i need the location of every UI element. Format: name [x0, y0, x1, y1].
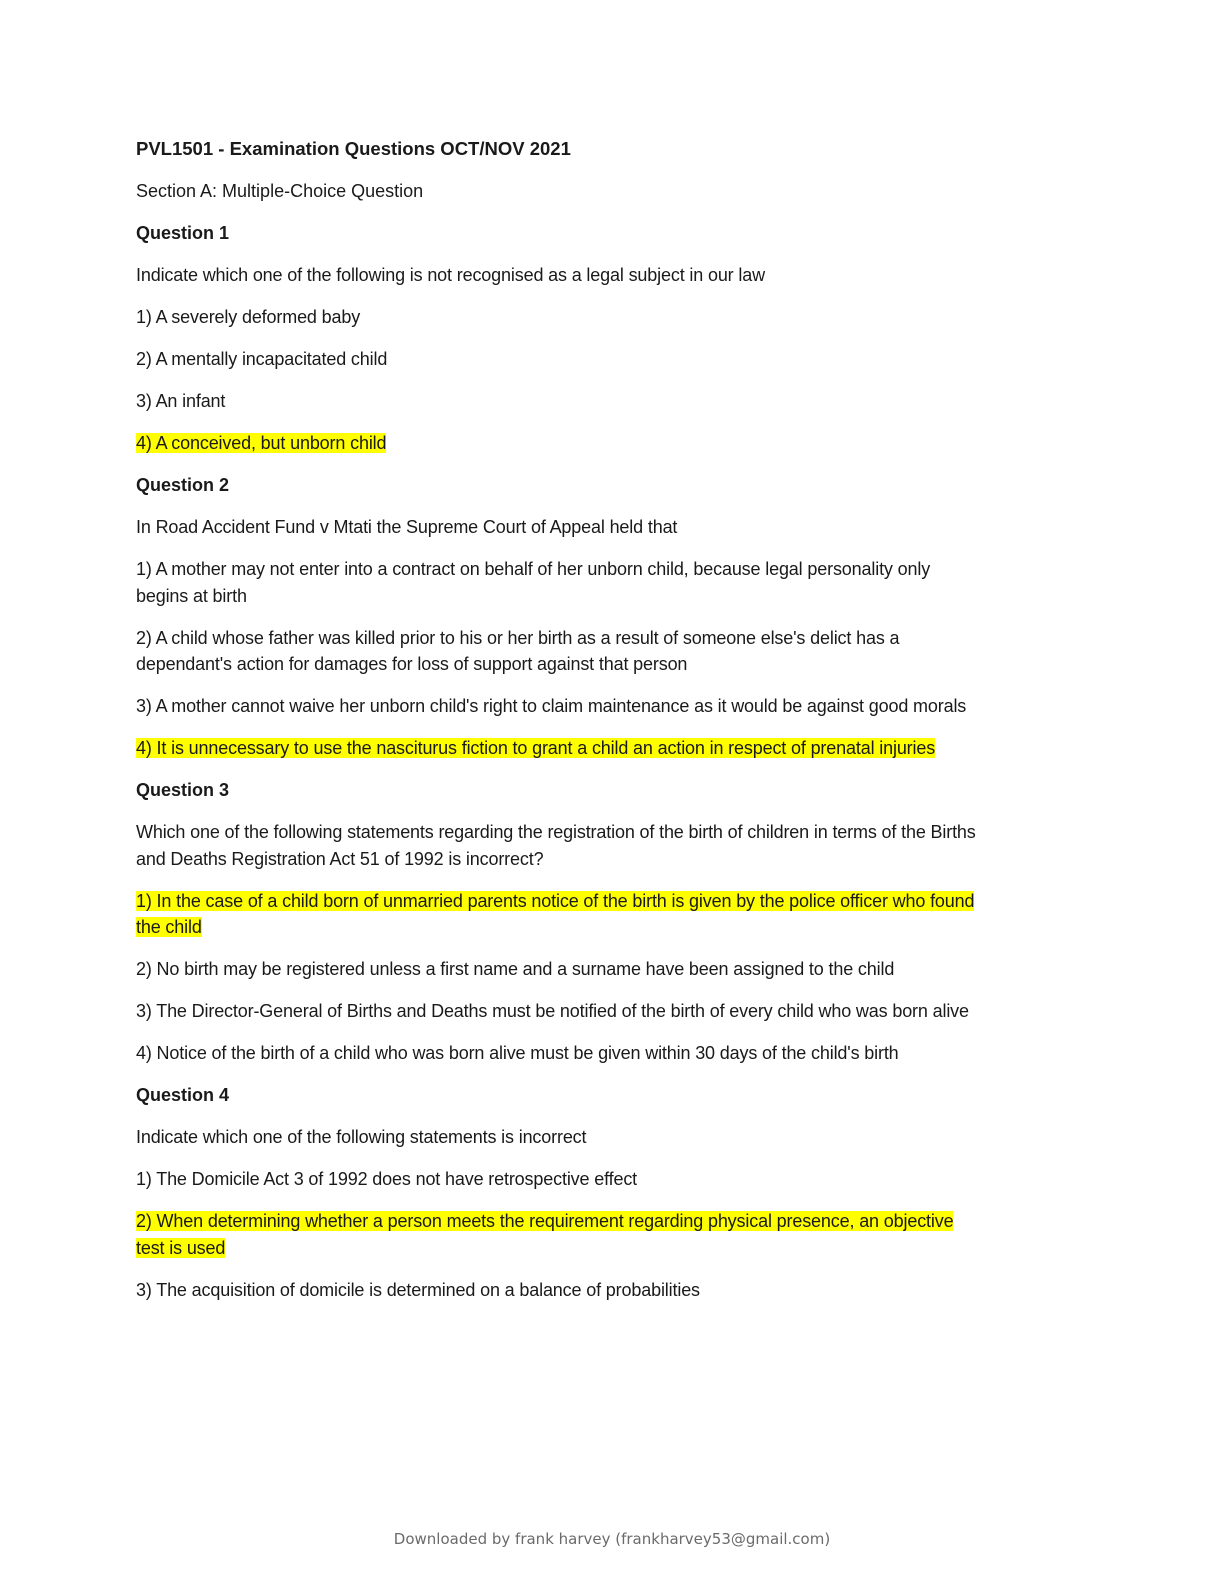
question-2-option-1: [136, 556, 976, 609]
question-2-prompt: In Road Accident Fund v Mtati the Supreme Court of Appeal held that: [136, 517, 678, 537]
question-2-option-3: [136, 693, 976, 720]
option-text: 3) A mother cannot waive her unborn child's right to claim maintenance as it would be against good morals: [136, 696, 967, 716]
highlighted-answer: 2) When determining whether a person meets the requirement regarding physical presence, an objective test is used: [136, 1211, 954, 1258]
question-3-option-1: [136, 888, 976, 941]
document-body: [136, 136, 976, 1319]
download-footer: Downloaded by frank harvey (frankharvey53@gmail.com): [393, 1530, 831, 1548]
option-text: 3) The Director-General of Births and Deaths must be notified of the birth of every child who was born alive: [136, 1001, 969, 1021]
highlighted-answer: 4) It is unnecessary to use the nasciturus fiction to grant a child an action in respect of prenatal injuries: [136, 738, 936, 758]
question-2-option-4: [136, 735, 976, 762]
question-1-option-3: [136, 388, 976, 415]
question-3-option-3: [136, 998, 976, 1025]
section-heading: Section A: Multiple-Choice Question: [136, 181, 424, 201]
question-4-option-2: [136, 1208, 976, 1261]
document-title: PVL1501 - Examination Questions OCT/NOV 2021: [136, 138, 571, 159]
question-2-heading: Question 2: [136, 475, 230, 495]
question-3-option-4: [136, 1040, 976, 1067]
option-text: 1) A mother may not enter into a contract on behalf of her unborn child, because legal personality only begins at birth: [136, 559, 931, 606]
question-1-heading: Question 1: [136, 223, 230, 243]
question-2-option-2: [136, 625, 976, 678]
question-1-option-1: [136, 304, 976, 331]
highlighted-answer: 4) A conceived, but unborn child: [136, 433, 387, 453]
option-text: 3) An infant: [136, 391, 226, 411]
question-3-option-2: [136, 956, 976, 983]
option-text: 1) The Domicile Act 3 of 1992 does not have retrospective effect: [136, 1169, 638, 1189]
question-1-prompt: Indicate which one of the following is not recognised as a legal subject in our law: [136, 265, 765, 285]
option-text: 2) A child whose father was killed prior to his or her birth as a result of someone else's delict has a dependant's action for damages for loss of support against that person: [136, 627, 900, 674]
question-1-option-2: [136, 346, 976, 373]
question-4-prompt: Indicate which one of the following statements is incorrect: [136, 1127, 587, 1147]
option-text: 4) Notice of the birth of a child who was born alive must be given within 30 days of the child's birth: [136, 1043, 899, 1063]
option-text: 1) A severely deformed baby: [136, 307, 361, 327]
question-1-option-4: [136, 430, 976, 457]
question-4-heading: Question 4: [136, 1085, 230, 1105]
highlighted-answer: 1) In the case of a child born of unmarried parents notice of the birth is given by the police officer who found the child: [136, 890, 975, 937]
option-text: 2) No birth may be registered unless a first name and a surname have been assigned to the child: [136, 959, 895, 979]
option-text: 2) A mentally incapacitated child: [136, 349, 388, 369]
question-3-prompt: Which one of the following statements regarding the registration of the birth of children in terms of the Births and Deaths Registration Act 51 of 1992 is incorrect?: [136, 822, 976, 869]
question-4-option-1: [136, 1166, 976, 1193]
question-4-option-3: [136, 1277, 976, 1304]
question-3-heading: Question 3: [136, 780, 230, 800]
option-text: 3) The acquisition of domicile is determined on a balance of probabilities: [136, 1279, 700, 1300]
